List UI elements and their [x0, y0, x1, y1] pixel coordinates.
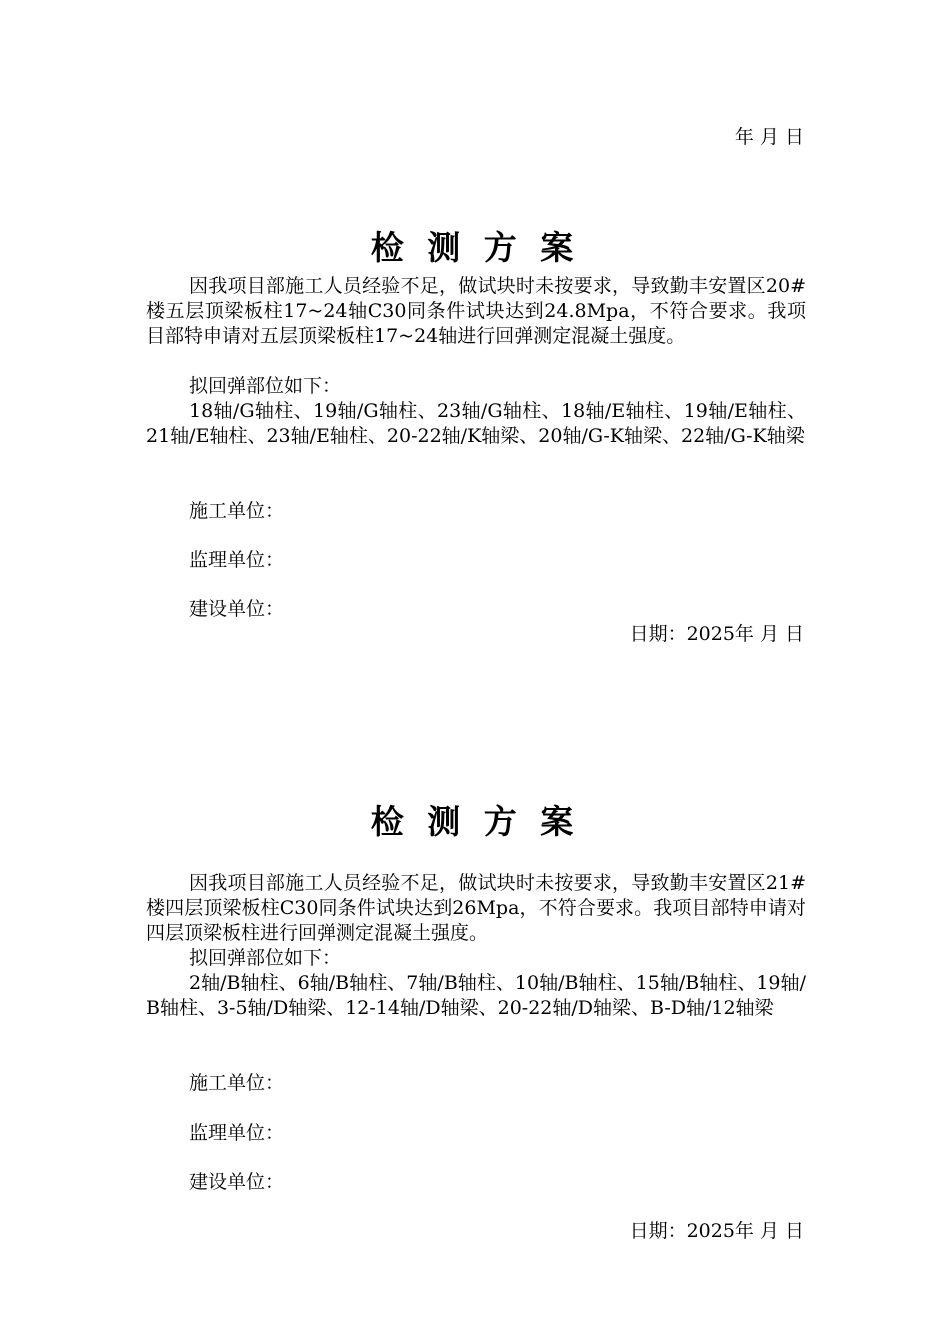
top-date: 年 月 日 [734, 126, 804, 148]
section2-title: 检 测 方 案 [370, 802, 580, 841]
section2-intro: 因我项目部施工人员经验不足，做试块时未按要求，导致勤丰安置区21#楼四层顶梁板柱C30同条件试块达到26Mpa，不符合要求。我项目部特申请对四层顶梁板柱进行回弹测定混凝土强度。 [146, 872, 806, 944]
section1-locations: 18轴/G轴柱、19轴/G轴柱、23轴/G轴柱、18轴/E轴柱、19轴/E轴柱、21轴/E轴柱、23轴/E轴柱、20-22轴/K轴梁、20轴/G-K轴梁、22轴/G-K轴梁 [146, 400, 806, 447]
section2-construction-unit: 施工单位： [189, 1072, 285, 1094]
section1-title: 检 测 方 案 [370, 228, 580, 267]
section1-supervision-unit: 监理单位： [189, 549, 285, 571]
section2-locations: 2轴/B轴柱、6轴/B轴柱、7轴/B轴柱、10轴/B轴柱、15轴/B轴柱、19轴/B轴柱、3-5轴/D轴梁、12-14轴/D轴梁、20-22轴/D轴梁、B-D轴/12轴梁 [146, 972, 806, 1019]
section2-owner-unit: 建设单位： [189, 1171, 285, 1193]
section2-supervision-unit: 监理单位： [189, 1122, 285, 1144]
section2-locations-label: 拟回弹部位如下： [189, 947, 342, 969]
section1-owner-unit: 建设单位： [189, 598, 285, 620]
section1-date: 日期：2025年 月 日 [629, 623, 804, 645]
section1-intro: 因我项目部施工人员经验不足，做试块时未按要求，导致勤丰安置区20#楼五层顶梁板柱17~24轴C30同条件试块达到24.8Mpa，不符合要求。我项目部特申请对五层顶梁板柱17~24轴进行回弹测定混凝土强度。 [146, 275, 806, 347]
section1-construction-unit: 施工单位： [189, 500, 285, 522]
section2-date: 日期：2025年 月 日 [629, 1220, 804, 1242]
section1-locations-label: 拟回弹部位如下： [189, 375, 342, 397]
